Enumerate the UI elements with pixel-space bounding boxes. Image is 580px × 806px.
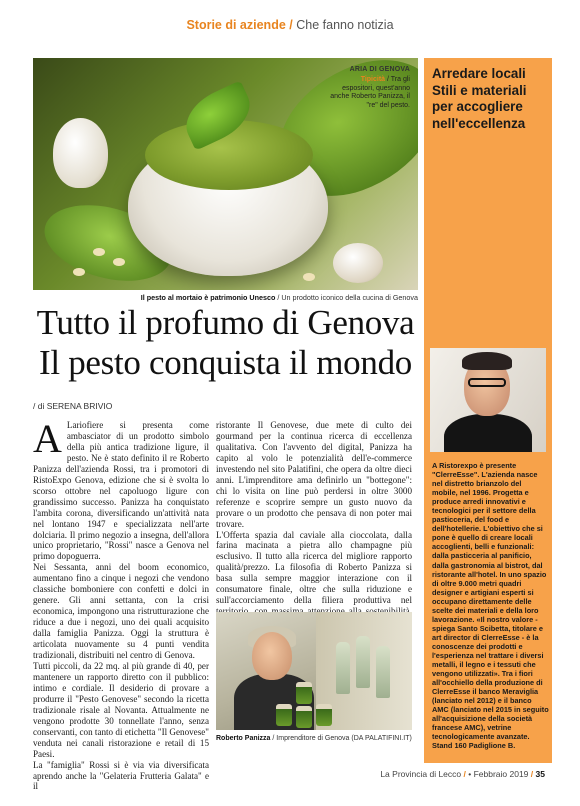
photo-caption-panizza [216,735,412,742]
person-body-shape [444,414,532,452]
headline-line-2: Il pesto conquista il mondo [39,343,412,382]
footer-slash: / [463,769,466,779]
footer-publication: La Provincia di Lecco [380,769,462,779]
photo-caption-name: Roberto Panizza [216,735,271,742]
jar-shape [296,706,312,728]
hero-tag-body: Tra gli espositori, quest'anno anche Roberto Panizza, il "re" del pesto. [330,76,410,109]
glasses-shape [468,378,506,387]
person-hair-shape [462,352,512,370]
jar-shape [296,682,312,704]
headline [33,303,418,383]
article-paragraph: ristorante Il Genovese, due mete di culto dei gourmand per la continua ricerca di eccellenza qualitativa. Con l'avvento del digital, Panizza ha capito al volo le potenzialità dell'e-commerce investendo nel sito Palatifini, che opera da oltre dieci anni. L'imprenditore ama definirlo un "bottegone": chi lo visita on line può perdersi in oltre 3000 referenze e scoprire sempre un gusto nuovo da provare o un prodotto che pensava di non poter mai trovare. [216,420,412,529]
hero-tag-label: Tipicità [360,76,386,83]
hero-tag-title: ARIA DI GENOVA [349,66,410,73]
pine-nut-shape [93,248,105,256]
jar-shape [276,704,292,726]
bottle-shape [336,642,350,694]
page-number: 35 [535,769,545,779]
garlic-shape [53,118,108,188]
photo-roberto-panizza [216,612,412,730]
sidebar-body: A Ristorexpo è presente "ClerreEsse". L'azienda nasce nel distretto brianzolo del mobile, nel 1996. Progetta e produce arredi innovativi e tecnologici per il settore della pasticceria, del food e dell'hotellerie. L'obiettivo che si pone è quello di creare locali accoglienti, belli e funzionali: dalla pasticceria al panificio, dalla gastronomia al bistrot, dal ristorante all'hotel. In uno spazio di oltre 9.000 metri quadri designer e artigiani esperti si occupano direttamente delle scelte dei materiali e della loro lavorazione. «Il nostro valore - spiega Santo Scibetta, titolare e art director di ClerreEsse - è la conoscenze dei prodotti e l'esperienza nel trattare i diversi metalli, il legno e i tessuti che vengono utilizzati». Tra i fiori all'occhiello della produzione di ClerreEsse il banco Meraviglia (lanciato nel 2012) e il banco AMC (lanciato nel 2015 in seguito all'acquisizione della società francese AMC), vetrine tecnologicamente avanzate. Stand 160 Padiglione B. [432,461,549,751]
hero-caption [0,293,418,302]
article-paragraph: Tutti piccoli, da 22 mq. al più grande di 40, per mantenere un rapporto diretto con il pubblico: intimo e cordiale. Il desiderio di provare a produrre il "Pesto Genovese" secondo la ricetta tradizionale risale al Novanta. Attualmente ne vengono prodotte 30 tonnellate l'anno, senza conservanti, con tanto di etichetta "Il Genovese" venduta nei canali ristorazione e retail di 15 Paesi. [33,660,209,759]
sidebar-title-line: Stili e materiali [432,82,527,98]
hero-caption-bold: Il pesto al mortaio è patrimonio Unesco [140,293,276,302]
pine-nut-shape [73,268,85,276]
article-paragraph: La "famiglia" Rossi si è via via diversificata aprendo anche la "Gelateria Frutteria Galata" e il [33,759,209,792]
hero-caption-rest: / Un prodotto iconico della cucina di Genova [275,293,418,302]
pine-nut-shape [303,273,315,281]
section-primary: Storie di aziende [186,18,286,32]
article-paragraph: Lariofiere si presenta come ambasciator di un prodotto simbolo della più antica tradizione ligure, il pesto. Ne è stato definito il re Roberto Panizza dell'azienda Rossi, tra i promotori di RistoExpo Genova, edizione che si è svolta lo scorso ottobre nel capoluogo ligure con grandissimo successo. Panizza ha conquistato l'ambita corona, diversificando un'attività nata nel lontano 1947 e specializzata nell'arte dolciaria. Il primo negozio a insegna, dell'allora unico proprietario, "Rossi" nasce a Genova nel primo dopoguerra. [33,420,209,562]
dropcap: A [33,416,62,461]
bottle-shape [356,636,370,688]
hero-tag-text: Tipicità / Tra gli espositori, quest'anno anche Roberto Panizza, il "re" del pesto. [330,76,410,109]
pine-nut-shape [113,258,125,266]
section-separator: / [289,18,293,32]
person-face-shape [252,632,292,680]
bottle-shape [376,646,390,698]
sidebar-title [432,66,550,132]
section-secondary: Che fanno notizia [296,18,394,32]
byline: / di SERENA BRIVIO [33,401,113,411]
page-footer [0,769,545,779]
footer-slash: / [530,769,534,779]
section-header [0,18,580,32]
footer-date: • Febbraio 2019 [468,769,529,779]
jar-shape [316,704,332,726]
garlic-shape [333,243,383,283]
sidebar-title-line: Arredare locali [432,66,526,81]
article-column-1 [33,416,209,792]
sidebar-title-line: per accogliere [432,99,523,114]
article-paragraph: L'Offerta spazia dal caviale alla cioccolata, dalla farina macinata a pietra allo champagne più esclusivo. Il tutto alla ricerca del migliore rapporto qualità/prezzo. La filosofia di Roberto Panizza si basa sulla sempre maggior interazione con il consumatore finale, oltre che sulla riduzione e sull'accorciamento della filiera produttiva nel [216,529,412,606]
hero-tag [328,66,410,130]
article-paragraph: Nei Sessanta, anni del boom economico, aumentano fino a cinque i negozi che vendono classiche bomboniere con confetti e dolci in genere. Gli anni settanta, con la crisi economica, impongono una ristrutturazione che riduce a due i negozi, uno dei quali acquisito dalla famiglia Panizza. Oggi la struttura è articolata nuovamente su 4 punti vendita tradizionali, distribuiti nel centro di Genova. [33,562,209,661]
photo-santo-scibetta [430,348,546,452]
photo-caption-rest: / Imprenditore di Genova (DA PALATIFINI.IT) [270,735,412,742]
headline-line-1: Tutto il profumo di Genova [36,303,415,342]
sidebar-title-line: nell'eccellenza [432,115,526,131]
